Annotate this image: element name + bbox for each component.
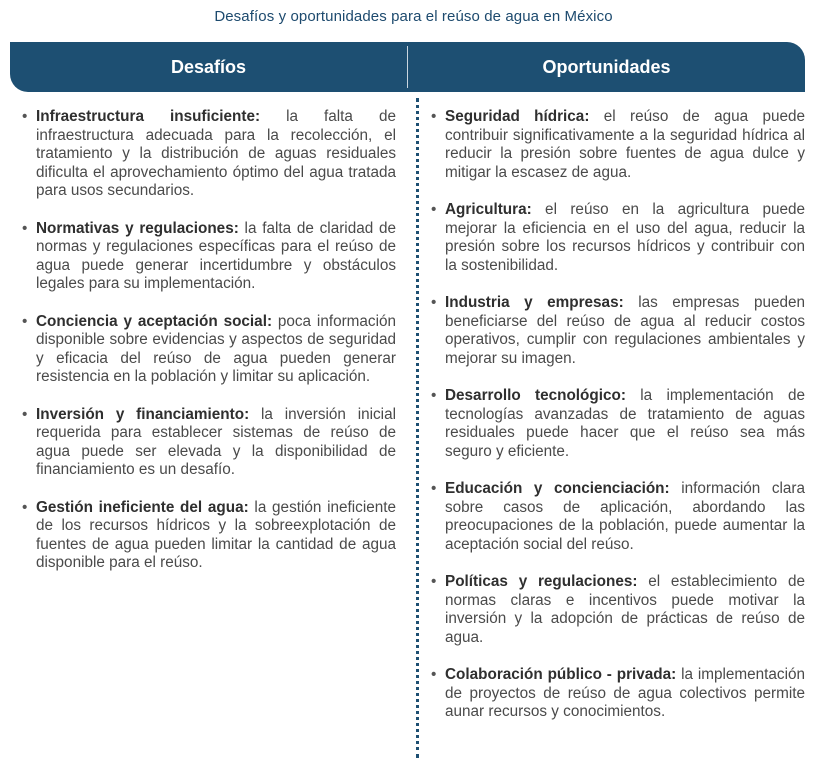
challenge-item (22, 108, 396, 201)
bullet-icon: • (431, 108, 437, 125)
opportunity-text: las empresas pueden beneficiarse del reúso de agua al reducir costos operativos, cumplir con regulaciones ambientales y mejorar su imagen. (445, 294, 805, 367)
challenges-column (22, 108, 396, 592)
challenge-text: la gestión ineficiente de los recursos hídricos y la sobreexplotación de fuentes de agua pueden limitar la cantidad de agua disponible para el reúso. (36, 498, 396, 571)
bullet-icon: • (431, 666, 437, 683)
challenge-term: Gestión ineficiente del agua: (36, 498, 249, 516)
opportunity-item (431, 573, 805, 647)
bullet-icon: • (22, 405, 28, 423)
opportunity-item (431, 666, 805, 722)
opportunity-text: la implementación de tecnologías avanzadas de tratamiento de aguas residuales puede hacer que el reúso sea más seguro y eficiente. (445, 387, 805, 460)
challenge-item (22, 499, 396, 573)
challenge-term: Conciencia y aceptación social: (36, 312, 273, 330)
bullet-icon: • (22, 219, 28, 237)
opportunity-text: la implementación de proyectos de reúso de agua colectivos permite aunar recursos y conocimientos. (445, 666, 805, 720)
bullet-icon: • (22, 108, 28, 125)
opportunity-text: el reúso de agua puede contribuir significativamente a la seguridad hídrica al reducir la presión sobre fuentes de agua dulce y mitigar la escasez de agua. (445, 108, 805, 181)
challenge-term: Normativas y regulaciones: (36, 219, 239, 237)
opportunity-term: Agricultura: (445, 201, 532, 218)
challenge-term: Inversión y financiamiento: (36, 405, 250, 423)
column-divider (416, 98, 419, 758)
opportunity-item (431, 294, 805, 368)
opportunity-term: Colaboración público - privada: (445, 666, 677, 683)
challenge-item (22, 313, 396, 387)
header-challenges: Desafíos (170, 56, 247, 77)
opportunity-item (431, 201, 805, 275)
challenge-text: poca información disponible sobre evidencias y aspectos de seguridad y eficacia del reúso de agua pueden generar resistencia en la población y limitar su aplicación. (36, 312, 396, 385)
challenge-text: la falta de infraestructura adecuada para la recolección, el tratamiento y la distribución de aguas residuales dificulta el aprovechamiento óptimo del agua tratada para usos secundarios. (36, 108, 396, 199)
challenge-item (22, 406, 396, 480)
table-header (10, 42, 805, 92)
opportunity-item (431, 387, 805, 461)
header-opportunities: Oportunidades (542, 56, 671, 77)
bullet-icon: • (22, 498, 28, 516)
challenge-item (22, 220, 396, 294)
bullet-icon: • (431, 201, 437, 218)
opportunity-text: el establecimiento de normas claras e incentivos puede motivar la inversión y la adopción de prácticas de reúso de agua. (445, 573, 805, 646)
bullet-icon: • (431, 294, 437, 311)
opportunity-item (431, 480, 805, 554)
bullet-icon: • (431, 387, 437, 404)
opportunity-term: Educación y concienciación: (445, 480, 670, 497)
challenge-text: la inversión inicial requerida para establecer sistemas de reúso de agua puede ser elevada y la disponibilidad de financiamiento es un desafío. (36, 405, 396, 478)
opportunity-text: el reúso en la agricultura puede mejorar la eficiencia en el uso del agua, reducir la presión sobre los recursos hídricos y contribuir con la sostenibilidad. (445, 201, 805, 274)
opportunities-column (431, 108, 805, 741)
page-title: Desafíos y oportunidades para el reúso de agua en México (214, 8, 613, 25)
challenge-term: Infraestructura insuficiente: (36, 108, 261, 125)
opportunity-term: Industria y empresas: (445, 294, 624, 311)
bullet-icon: • (431, 573, 437, 590)
opportunity-term: Políticas y regulaciones: (445, 573, 638, 590)
opportunity-item (431, 108, 805, 182)
challenge-text: la falta de claridad de normas y regulaciones específicas para el reúso de agua puede generar incertidumbre y obstáculos legales para su implementación. (36, 219, 396, 292)
opportunity-text: información clara sobre casos de aplicación, abordando las preocupaciones de la población, puede aumentar la aceptación social del reúso. (445, 480, 805, 553)
opportunity-term: Seguridad hídrica: (445, 108, 590, 125)
bullet-icon: • (22, 312, 28, 330)
bullet-icon: • (431, 480, 437, 497)
opportunity-term: Desarrollo tecnológico: (445, 387, 626, 404)
